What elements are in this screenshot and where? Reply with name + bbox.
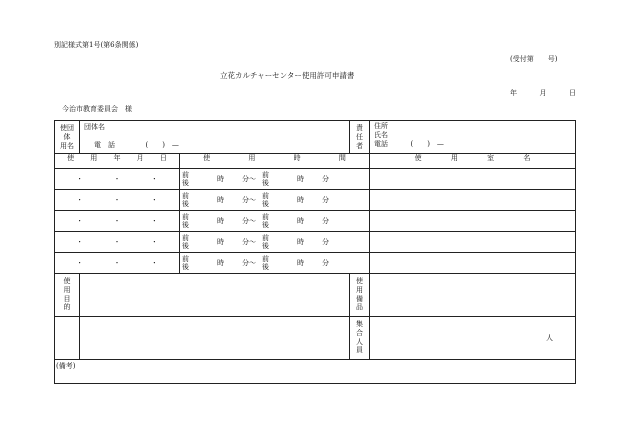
date-line xyxy=(510,90,576,97)
room-name-cell[interactable] xyxy=(370,253,576,274)
responsible-label: 責 任 者 xyxy=(350,121,370,154)
schedule-row xyxy=(55,232,576,253)
remarks-label: (備考) xyxy=(56,362,76,370)
usage-time-cell[interactable]: 前 後 時 分〜 前 後 時 分 xyxy=(180,253,370,274)
usage-time-cell[interactable]: 前 後 時 分〜 前 後 時 分 xyxy=(180,190,370,211)
applicant-phone-paren: ( ) — xyxy=(145,141,179,150)
purpose-field[interactable] xyxy=(80,274,350,317)
org-name-label: 団体名 xyxy=(84,123,105,131)
attendance-label: 集 合 人 員 xyxy=(350,317,370,360)
usage-date-cell[interactable]: ・ ・ ・ xyxy=(55,190,180,211)
responsible-phone-paren: ( ) — xyxy=(410,139,444,148)
usage-time-cell[interactable]: 前 後 時 分〜 前 後 時 分 xyxy=(180,232,370,253)
equipment-label: 使 用 備 品 xyxy=(350,274,370,317)
schedule-row xyxy=(55,253,576,274)
usage-time-cell[interactable]: 前 後 時 分〜 前 後 時 分 xyxy=(180,211,370,232)
name-label: 氏名 xyxy=(374,130,388,139)
responsible-phone-label: 電話 xyxy=(374,139,388,148)
usage-time-header: 使 用 時 間 xyxy=(180,154,370,169)
schedule-row xyxy=(55,211,576,232)
day-label: 日 xyxy=(568,89,576,97)
purpose-label: 使 用 目 的 xyxy=(55,274,80,317)
schedule-row xyxy=(55,169,576,190)
applicant-phone-label: 電 話 xyxy=(94,141,115,150)
purpose-extra-field[interactable] xyxy=(80,317,350,360)
reception-number: (受付第 号) xyxy=(510,55,558,63)
room-name-cell[interactable] xyxy=(370,169,576,190)
room-name-cell[interactable] xyxy=(370,190,576,211)
usage-date-cell[interactable]: ・ ・ ・ xyxy=(55,253,180,274)
application-form-table xyxy=(54,120,576,384)
usage-time-cell[interactable]: 前 後 時 分〜 前 後 時 分 xyxy=(180,169,370,190)
form-reference: 別記様式第1号(第6条関係) xyxy=(54,41,139,49)
attendance-field[interactable] xyxy=(370,317,576,360)
applicant-field[interactable] xyxy=(80,121,350,154)
usage-date-cell[interactable]: ・ ・ ・ xyxy=(55,211,180,232)
schedule-row xyxy=(55,190,576,211)
address-label: 住所 xyxy=(374,122,388,130)
usage-date-cell[interactable]: ・ ・ ・ xyxy=(55,169,180,190)
applicant-label: 使団 体 用名 xyxy=(55,121,80,154)
year-label: 年 xyxy=(510,89,517,97)
room-name-header: 使 用 室 名 xyxy=(370,154,576,169)
responsible-field[interactable] xyxy=(370,121,576,154)
room-name-cell[interactable] xyxy=(370,211,576,232)
attendance-unit: 人 xyxy=(546,333,553,342)
blank-label-cell xyxy=(55,317,80,360)
remarks-field[interactable] xyxy=(55,360,576,384)
room-name-cell[interactable] xyxy=(370,232,576,253)
equipment-field[interactable] xyxy=(370,274,576,317)
month-label: 月 xyxy=(539,89,547,97)
document-title: 立花カルチャーセンター使用許可申請書 xyxy=(220,71,355,80)
usage-date-header: 使 用 年 月 日 xyxy=(55,154,180,169)
usage-date-cell[interactable]: ・ ・ ・ xyxy=(55,232,180,253)
addressee: 今治市教育委員会 様 xyxy=(62,105,132,113)
